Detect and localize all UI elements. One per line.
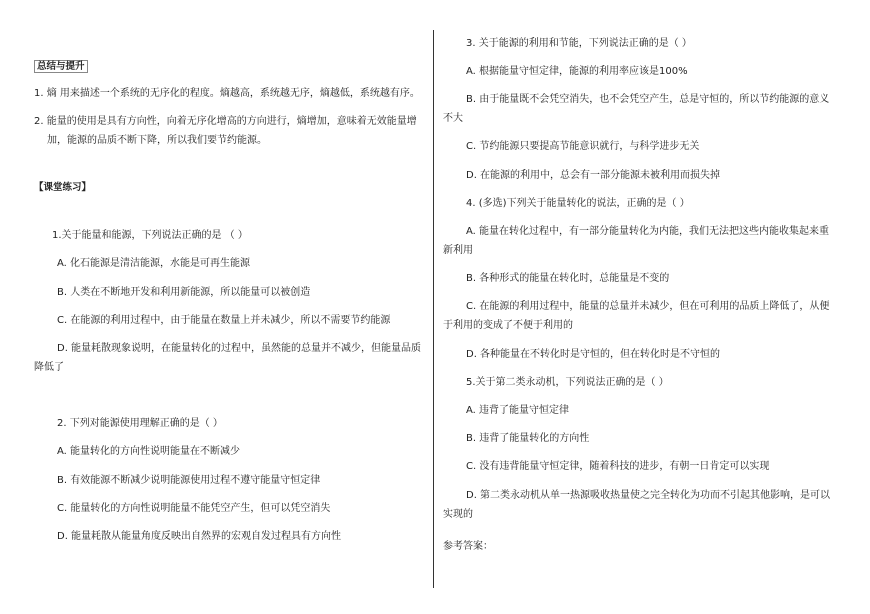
question-option: A. 能量转化的方向性说明能量在不断减少: [57, 446, 241, 457]
question-option: 于利用的变成了不便于利用的: [443, 320, 573, 331]
question-stem: 4. (多选)下列关于能量转化的说法，正确的是（ ）: [466, 198, 690, 209]
practice-title: 【课堂练习】: [34, 182, 92, 193]
question-option: B. 由于能量既不会凭空消失，也不会凭空产生，总是守恒的，所以节约能源的意义: [466, 94, 830, 105]
question-option: A. 能量在转化过程中，有一部分能量转化为内能，我们无法把这些内能收集起来重: [466, 226, 830, 237]
summary-title: 总结与提升: [34, 60, 88, 74]
question-option: 新利用: [443, 245, 473, 256]
question-option: 降低了: [34, 362, 64, 373]
question-option: D. 在能源的利用中，总会有一部分能源未被利用而损失掉: [466, 170, 721, 181]
answer-title: 参考答案：: [443, 541, 493, 552]
summary-line: 2. 能量的使用是具有方向性，向着无序化增高的方向进行，熵增加，意味着无效能量增: [34, 116, 417, 127]
question-option: A. 违背了能量守恒定律: [466, 405, 570, 416]
question-option: D. 第二类永动机从单一热源吸收热量使之完全转化为功而不引起其他影响，是可以: [466, 490, 831, 501]
question-option: C. 节约能源只要提高节能意识就行，与科学进步无关: [466, 141, 700, 152]
question-option: C. 在能源的利用过程中，由于能量在数量上并未减少，所以不需要节约能源: [57, 315, 391, 326]
question-option: A. 化石能源是清洁能源，水能是可再生能源: [57, 258, 251, 269]
question-stem: 1.关于能量和能源，下列说法正确的是 （ ）: [52, 230, 248, 241]
question-option: B. 人类在不断地开发和利用新能源，所以能量可以被创造: [57, 287, 311, 298]
question-option: D. 能量耗散从能量角度反映出自然界的宏观自发过程具有方向性: [57, 531, 342, 542]
question-option: D. 能量耗散现象说明，在能量转化的过程中，虽然能的总量并不减少，但能量品质: [57, 343, 422, 354]
question-option: 实现的: [443, 509, 473, 520]
question-option: C. 没有违背能量守恒定律，随着科技的进步，有朝一日肯定可以实现: [466, 461, 770, 472]
question-option: B. 违背了能量转化的方向性: [466, 433, 590, 444]
question-option: C. 在能源的利用过程中，能量的总量并未减少，但在可利用的品质上降低了，从便: [466, 301, 830, 312]
column-divider: [433, 30, 434, 588]
question-stem: 5.关于第二类永动机，下列说法正确的是（ ）: [466, 377, 669, 388]
question-option: B. 有效能源不断减少说明能源使用过程不遵守能量守恒定律: [57, 475, 321, 486]
question-stem: 3. 关于能源的利用和节能，下列说法正确的是（ ）: [466, 38, 692, 49]
question-option: B. 各种形式的能量在转化时，总能量是不变的: [466, 273, 670, 284]
question-option: D. 各种能量在不转化时是守恒的，但在转化时是不守恒的: [466, 349, 721, 360]
question-option: 不大: [443, 113, 463, 124]
question-option: C. 能量转化的方向性说明能量不能凭空产生，但可以凭空消失: [57, 503, 331, 514]
question-option: A. 根据能量守恒定律，能源的利用率应该是100%: [466, 66, 688, 77]
question-stem: 2. 下列对能源使用理解正确的是（ ）: [57, 418, 223, 429]
summary-line: 1. 熵 用来描述一个系统的无序化的程度。熵越高，系统越无序，熵越低，系统越有序。: [34, 88, 420, 99]
summary-line: 加，能源的品质不断下降，所以我们要节约能源。: [47, 135, 267, 146]
